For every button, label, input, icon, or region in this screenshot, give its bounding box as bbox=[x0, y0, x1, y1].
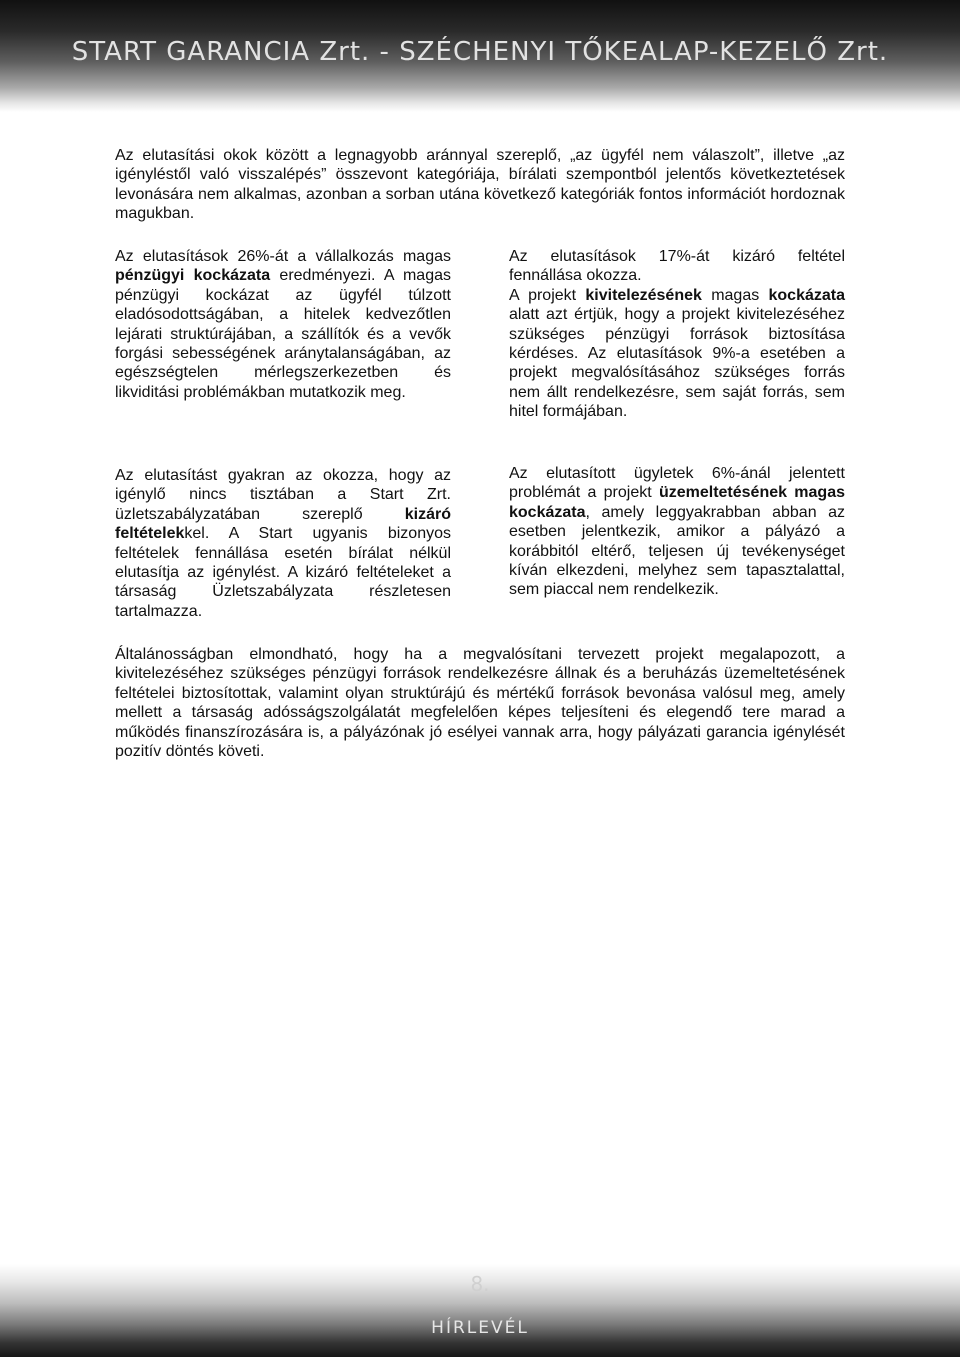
left-column-paragraph-2 bbox=[115, 466, 451, 621]
page-header bbox=[0, 0, 960, 112]
text-segment: , amely leggyakrabban abban az esetben jelentkezik, amikor a pályázó a korábbitól eltérő, teljesen új tevékenységet kíván elkezdeni, melyhez sem tapasztalattal, sem piaccal nem rendelkezik. bbox=[509, 503, 845, 599]
text-segment: Az elutasított ügyletek 6%-ánál jelentett problémát a projekt bbox=[509, 465, 845, 502]
text-segment: kel. A Start ugyanis bizonyos feltételek fennállása esetén bírálat nélkül elutasítja az igénylést. A kizáró feltételeket a társaság Üzletszabályzata részletesen tartalmazza. bbox=[115, 525, 451, 620]
text-segment: magas bbox=[701, 286, 769, 304]
right-column-paragraph-1 bbox=[509, 247, 845, 422]
text-segment: A projekt bbox=[509, 286, 586, 304]
left-column-paragraph-1 bbox=[115, 247, 451, 402]
text-segment: Az elutasítások 26%-át a vállalkozás magas bbox=[115, 248, 451, 265]
right-column-paragraph-2 bbox=[509, 464, 845, 600]
outro-paragraph: Általánosságban elmondható, hogy ha a megvalósítani tervezett projekt megalapozott, a kivitelezéséhez szükséges pénzügyi források rendelkezésre állnak és a beruházás üzemeltetésének feltételei biztosítottak, valamint olyan struktúrájú és mértékű források bevonása valósul meg, amely mellett a társaság adósságszolgálatát megfelelően képes teljesíteni és elegendő tere marad a működés finanszírozására is, a pályázónak jó esélyei vannak arra, hogy pályázati garancia igénylését pozitív döntés követi. bbox=[115, 646, 845, 761]
text-segment: alatt azt értjük, hogy a projekt kivitelezéséhez szükséges pénzügyi források biztosítása kérdéses. Az elutasítások 9%-a esetében a projekt megvalósításához szükséges forrás nem állt rendelkezésre, sem saját forrás, sem hitel formájában. bbox=[509, 306, 845, 421]
right-column-body bbox=[509, 286, 845, 422]
right-column-lead-line: Az elutasítások 17%-át kizáró feltétel fennállása okozza. bbox=[509, 248, 845, 285]
text-segment: Az elutasítást gyakran az okozza, hogy az igénylő nincs tisztában a Start Zrt. üzletszabályzatában szereplő bbox=[115, 467, 451, 523]
bold-term: pénzügyi kockázata bbox=[115, 267, 271, 285]
bold-term: kizáró feltételek bbox=[115, 505, 451, 543]
header-title: START GARANCIA Zrt. - SZÉCHENYI TŐKEALAP-KEZELŐ Zrt. bbox=[71, 37, 889, 67]
page-number: 8. bbox=[470, 1272, 490, 1296]
bold-term: üzemeltetésének magas kockázata bbox=[509, 484, 846, 521]
bold-term: kivitelezésének bbox=[585, 286, 702, 304]
bold-term: kockázata bbox=[768, 286, 845, 304]
text-segment: eredményezi. A magas pénzügyi kockázat az ügyfél túlzott eladósodottságában, a hitelek kedvezőtlen lejárati struktúrájában, a szállítók és a vevők forgási sebességének aránytalanságában, az egészségtelen mérlegszerkezetben és likviditási problémákban mutatkozik meg. bbox=[115, 267, 451, 401]
footer-label: HÍRLEVÉL bbox=[431, 1318, 529, 1338]
intro-paragraph: Az elutasítási okok között a legnagyobb aránnyal szereplő, „az ügyfél nem válaszolt”, illetve „az igényléstől való visszalépés” összevont kategóriája, bírálati szempontból jelentős következtetések levonására nem alkalmas, azonban a sorban utána következő kategóriák fontos információt hordoznak magukban. bbox=[115, 147, 845, 223]
